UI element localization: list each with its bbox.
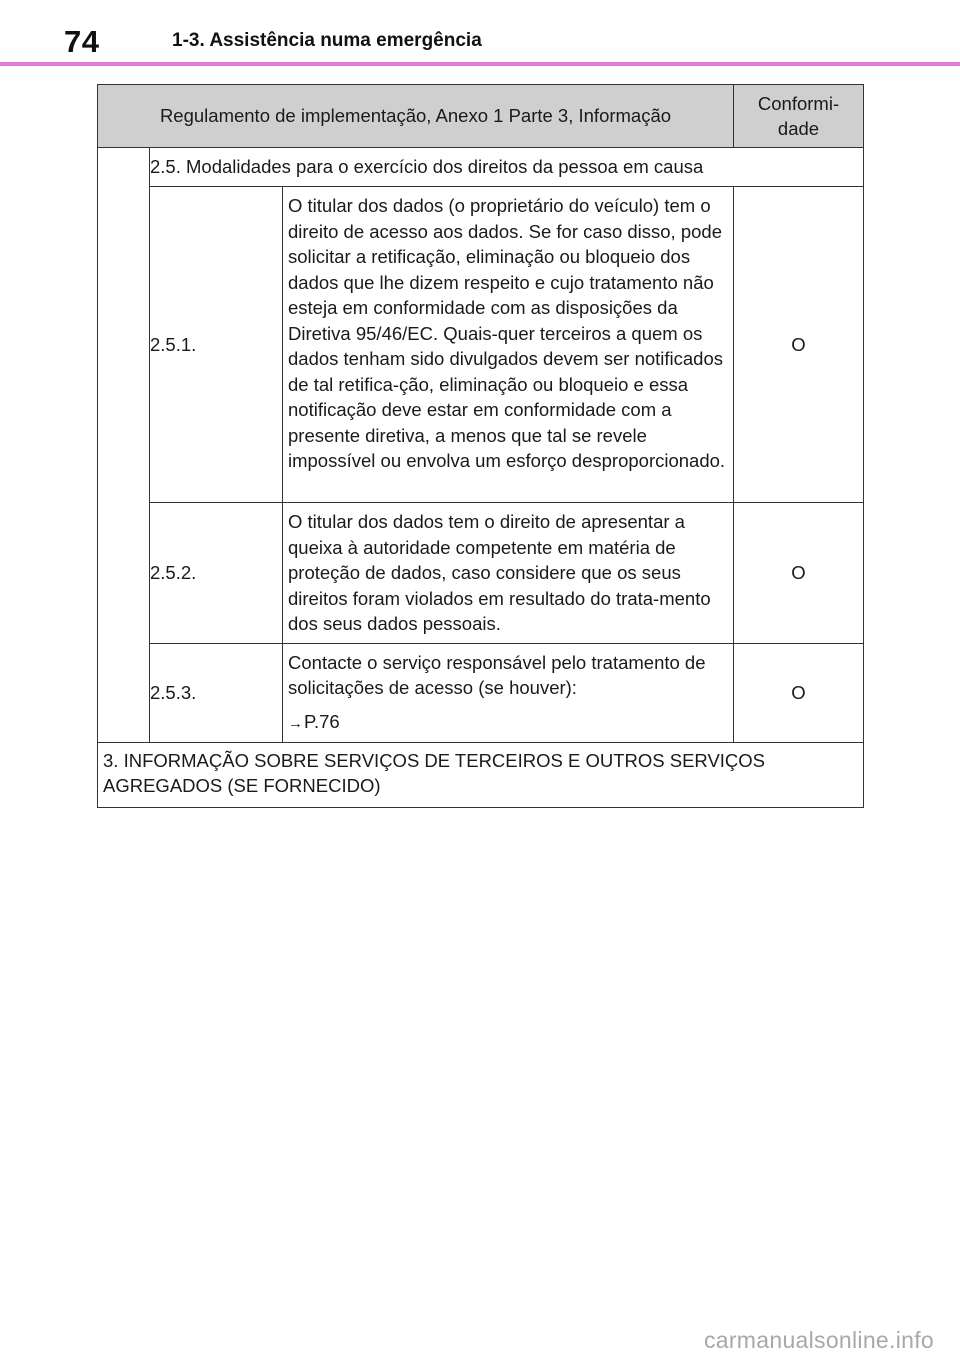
table-row bbox=[98, 643, 864, 743]
row-code: 2.5.2. bbox=[150, 503, 283, 644]
column-header-conformity: Conformi- dade bbox=[734, 85, 864, 148]
section3-row bbox=[98, 743, 864, 808]
row-conformity: O bbox=[734, 503, 864, 644]
subsection-title: 2.5. Modalidades para o exercício dos direitos da pessoa em causa bbox=[150, 148, 864, 187]
page-header bbox=[0, 0, 960, 66]
subsection-row bbox=[98, 148, 864, 187]
table-row bbox=[98, 187, 864, 503]
watermark: carmanualsonline.info bbox=[703, 1327, 934, 1353]
row-conformity: O bbox=[734, 643, 864, 743]
section3-title: 3. INFORMAÇÃO SOBRE SERVIÇOS DE TERCEIROS E OUTROS SERVIÇOS AGREGADOS (SE FORNECIDO) bbox=[98, 743, 864, 808]
row-text: O titular dos dados tem o direito de apresentar a queixa à autoridade competente em matéria de proteção de dados, caso considere que os seus direitos foram violados em resultado do trata-mento dos seus dados pessoais. bbox=[283, 503, 734, 644]
indent-cell bbox=[98, 148, 150, 743]
table-header-row bbox=[98, 85, 864, 148]
section-title: 1-3. Assistência numa emergência bbox=[172, 30, 482, 51]
row-text: Contacte o serviço responsável pelo tratamento de solicitações de acesso (se houver): bbox=[288, 651, 706, 698]
column-header-regulation: Regulamento de implementação, Anexo 1 Parte 3, Informação bbox=[98, 85, 734, 148]
page-number: 74 bbox=[64, 24, 100, 59]
table-row bbox=[98, 503, 864, 644]
info-table bbox=[97, 84, 864, 808]
row-conformity: O bbox=[734, 187, 864, 503]
row-code: 2.5.3. bbox=[150, 643, 283, 743]
arrow-right-icon: → bbox=[288, 714, 303, 732]
row-text: O titular dos dados (o proprietário do veículo) tem o direito de acesso aos dados. Se for caso disso, pode solicitar a retificação, eliminação ou bloqueio dos dados que lhe dizem respeito e cujo tratamento não esteja em conformidade com as disposições da Diretiva 95/46/EC. Quais-quer terceiros a quem os dados tenham sido divulgados devem ser notificados de tal retifica-ção, eliminação ou bloqueio e essa notificação deve estar em conformidade com a presente diretiva, a menos que tal se revele impossível ou envolva um esforço desproporcionado. bbox=[283, 187, 734, 503]
page-reference-label: P.76 bbox=[304, 710, 340, 732]
row-text-cell bbox=[283, 643, 734, 743]
page-reference[interactable] bbox=[288, 709, 729, 737]
header-divider bbox=[0, 62, 960, 66]
row-code: 2.5.1. bbox=[150, 187, 283, 503]
